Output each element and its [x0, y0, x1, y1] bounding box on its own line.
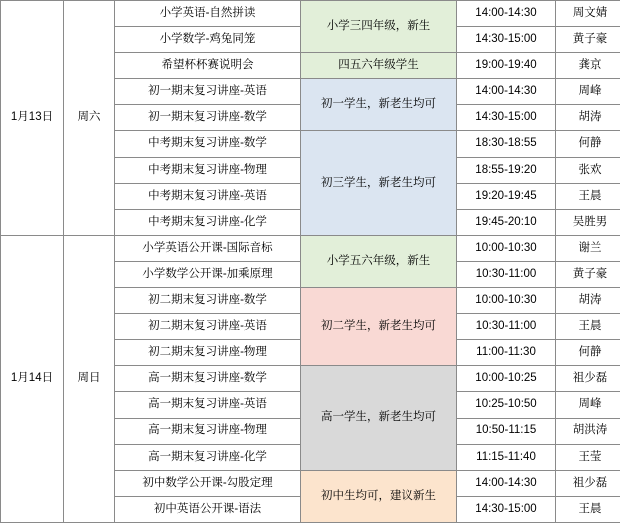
cell-teacher: 黄子豪: [556, 27, 620, 53]
cell-target-audience: 初中生均可，建议新生: [301, 470, 457, 522]
cell-time: 11:15-11:40: [457, 444, 556, 470]
cell-time: 14:00-14:30: [457, 1, 556, 27]
cell-course: 小学英语公开课-国际音标: [115, 235, 301, 261]
cell-target-audience: 小学五六年级，新生: [301, 235, 457, 287]
cell-teacher: 胡洪涛: [556, 418, 620, 444]
cell-course: 高一期末复习讲座-数学: [115, 366, 301, 392]
cell-course: 初中数学公开课-勾股定理: [115, 470, 301, 496]
cell-teacher: 胡涛: [556, 105, 620, 131]
cell-teacher: 何静: [556, 131, 620, 157]
cell-course: 中考期末复习讲座-化学: [115, 209, 301, 235]
cell-course: 小学数学公开课-加乘原理: [115, 261, 301, 287]
cell-teacher: 何静: [556, 340, 620, 366]
cell-target-audience: 初一学生，新老生均可: [301, 79, 457, 131]
cell-course: 高一期末复习讲座-化学: [115, 444, 301, 470]
cell-teacher: 周峰: [556, 392, 620, 418]
cell-time: 14:00-14:30: [457, 470, 556, 496]
cell-date: 1月14日: [1, 235, 64, 522]
cell-date: 1月13日: [1, 1, 64, 236]
cell-teacher: 周峰: [556, 79, 620, 105]
cell-teacher: 王晨: [556, 314, 620, 340]
cell-teacher: 周文婧: [556, 1, 620, 27]
table-row: [1, 1, 620, 27]
cell-course: 中考期末复习讲座-物理: [115, 157, 301, 183]
cell-weekday: 周日: [64, 235, 115, 522]
cell-teacher: 黄子豪: [556, 261, 620, 287]
cell-course: 中考期末复习讲座-英语: [115, 183, 301, 209]
cell-course: 初二期末复习讲座-英语: [115, 314, 301, 340]
cell-course: 初二期末复习讲座-物理: [115, 340, 301, 366]
cell-teacher: 谢兰: [556, 235, 620, 261]
cell-course: 初中英语公开课-语法: [115, 496, 301, 522]
cell-time: 19:20-19:45: [457, 183, 556, 209]
cell-teacher: 龚京: [556, 53, 620, 79]
cell-teacher: 胡涛: [556, 288, 620, 314]
cell-target-audience: 小学三四年级，新生: [301, 1, 457, 53]
cell-target-audience: 初三学生，新老生均可: [301, 131, 457, 235]
cell-teacher: 王晨: [556, 496, 620, 522]
cell-course: 高一期末复习讲座-物理: [115, 418, 301, 444]
cell-time: 10:00-10:30: [457, 235, 556, 261]
cell-teacher: 张欢: [556, 157, 620, 183]
cell-course: 中考期末复习讲座-数学: [115, 131, 301, 157]
cell-course: 高一期末复习讲座-英语: [115, 392, 301, 418]
cell-teacher: 祖少磊: [556, 470, 620, 496]
cell-time: 10:50-11:15: [457, 418, 556, 444]
cell-time: 19:00-19:40: [457, 53, 556, 79]
cell-time: 19:45-20:10: [457, 209, 556, 235]
cell-weekday: 周六: [64, 1, 115, 236]
cell-time: 18:55-19:20: [457, 157, 556, 183]
cell-course: 希望杯杯赛说明会: [115, 53, 301, 79]
cell-course: 初一期末复习讲座-英语: [115, 79, 301, 105]
cell-time: 11:00-11:30: [457, 340, 556, 366]
cell-time: 10:25-10:50: [457, 392, 556, 418]
cell-time: 18:30-18:55: [457, 131, 556, 157]
cell-teacher: 祖少磊: [556, 366, 620, 392]
cell-course: 初一期末复习讲座-数学: [115, 105, 301, 131]
cell-time: 10:30-11:00: [457, 261, 556, 287]
cell-time: 14:00-14:30: [457, 79, 556, 105]
cell-course: 小学英语-自然拼读: [115, 1, 301, 27]
cell-time: 10:00-10:30: [457, 288, 556, 314]
cell-time: 14:30-15:00: [457, 27, 556, 53]
cell-target-audience: 四五六年级学生: [301, 53, 457, 79]
cell-course: 初二期末复习讲座-数学: [115, 288, 301, 314]
cell-course: 小学数学-鸡兔同笼: [115, 27, 301, 53]
cell-target-audience: 初二学生，新老生均可: [301, 288, 457, 366]
cell-time: 10:30-11:00: [457, 314, 556, 340]
cell-teacher: 吴胜男: [556, 209, 620, 235]
cell-time: 14:30-15:00: [457, 105, 556, 131]
cell-time: 14:30-15:00: [457, 496, 556, 522]
schedule-table-body: [1, 1, 620, 523]
cell-teacher: 王晨: [556, 183, 620, 209]
cell-target-audience: 高一学生，新老生均可: [301, 366, 457, 470]
cell-teacher: 王莹: [556, 444, 620, 470]
cell-time: 10:00-10:25: [457, 366, 556, 392]
table-row: [1, 235, 620, 261]
